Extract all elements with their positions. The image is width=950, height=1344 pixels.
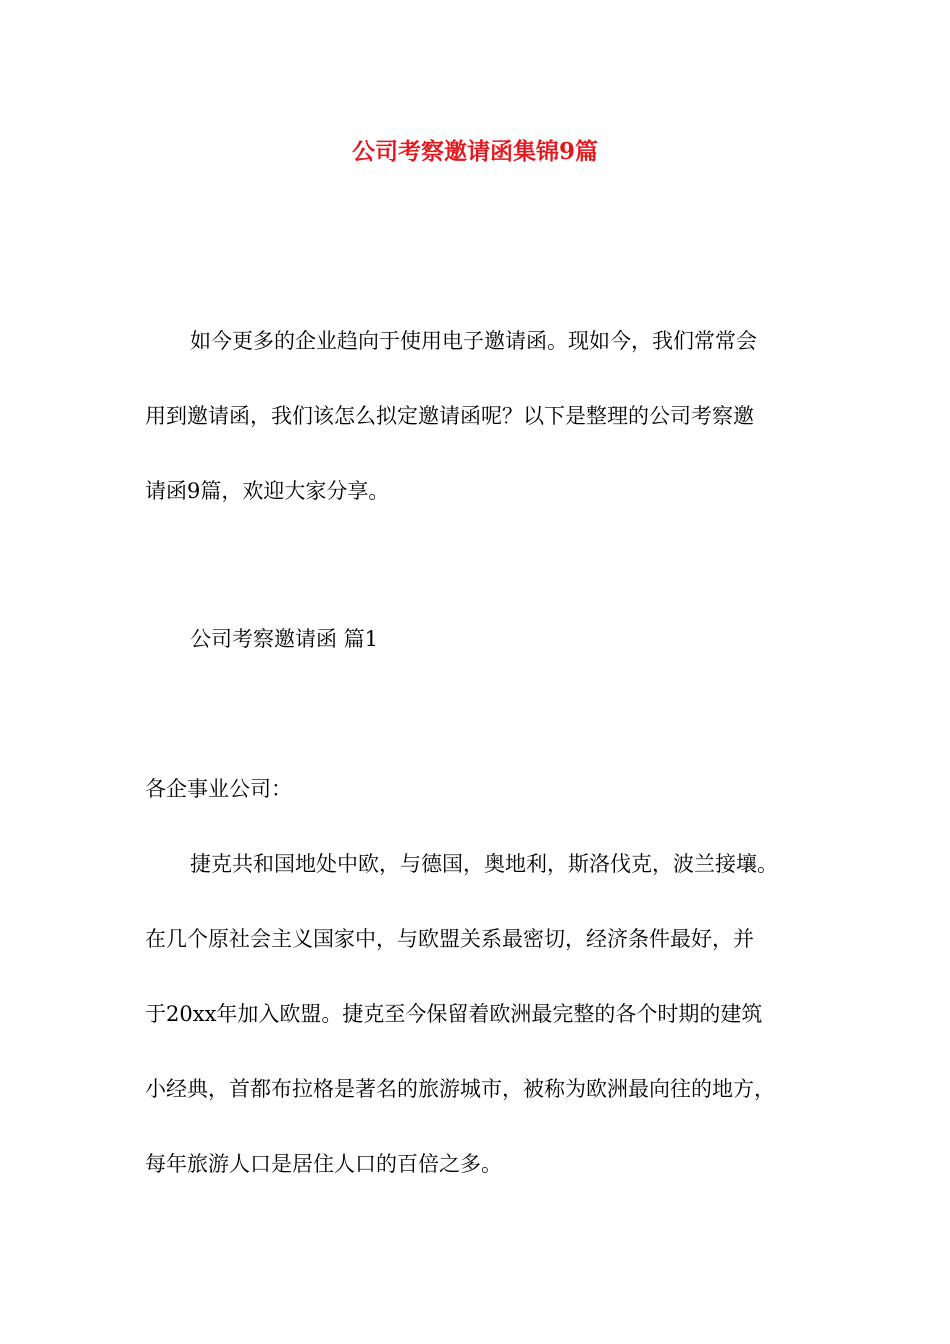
intro-line-1: 如今更多的企业趋向于使用电子邀请函。现如今，我们常常会 — [190, 329, 757, 353]
salutation: 各企事业公司： — [145, 777, 292, 801]
body-line-2: 在几个原社会主义国家中，与欧盟关系最密切，经济条件最好，并 — [145, 927, 754, 951]
document-title: 公司考察邀请函集锦9篇 — [351, 138, 598, 165]
body-line-1: 捷克共和国地处中欧，与德国，奥地利，斯洛伐克，波兰接壤。 — [190, 852, 778, 876]
body-line-3: 于20xx年加入欧盟。捷克至今保留着欧洲最完整的各个时期的建筑 — [145, 1002, 763, 1026]
section-heading: 公司考察邀请函 篇1 — [190, 627, 379, 651]
intro-line-2: 用到邀请函，我们该怎么拟定邀请函呢？以下是整理的公司考察邀 — [145, 404, 754, 428]
body-line-4: 小经典，首都布拉格是著名的旅游城市，被称为欧洲最向往的地方， — [145, 1077, 775, 1101]
intro-line-3: 请函9篇，欢迎大家分享。 — [145, 479, 390, 503]
body-line-5: 每年旅游人口是居住人口的百倍之多。 — [145, 1152, 502, 1176]
